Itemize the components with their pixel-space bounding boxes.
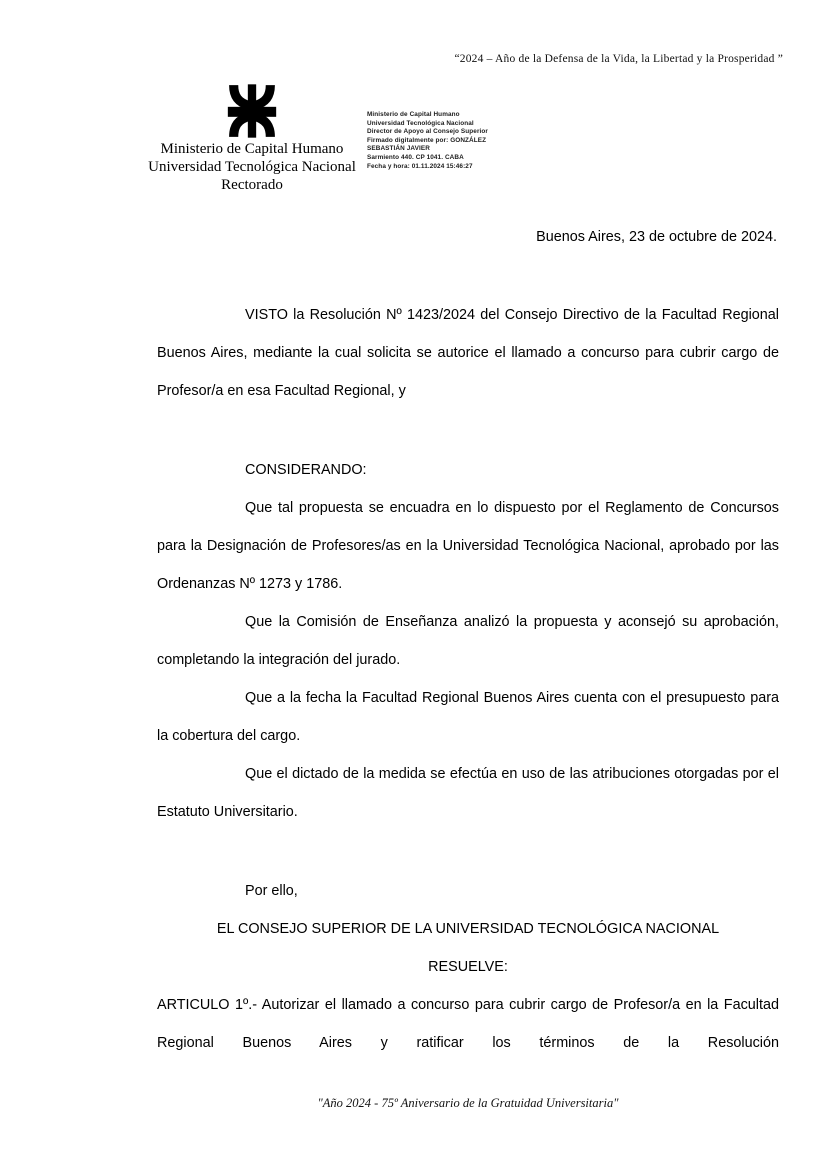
stamp-line: Firmado digitalmente por: GONZÁLEZ (367, 136, 487, 144)
paragraph-articulo-1: ARTICULO 1º.- Autorizar el llamado a concurso para cubrir cargo de Profesor/a en la Facultad Regional Buenos Aires y ratificar los términos de la Resolución (157, 997, 779, 1051)
stamp-line: Universidad Tecnológica Nacional (367, 119, 474, 127)
year-motto-header: “2024 – Año de la Defensa de la Vida, la Libertad y la Prosperidad ” (454, 53, 783, 65)
paragraph-resuelve: RESUELVE: (428, 959, 508, 975)
stamp-line: Fecha y hora: 01.11.2024 15:46:27 (367, 162, 473, 170)
paragraph-considerando-4: Que el dictado de la medida se efectúa en uso de las atribuciones otorgadas por el Estatuto Universitario. (157, 766, 779, 820)
paragraph-visto: VISTO la Resolución Nº 1423/2024 del Consejo Directivo de la Facultad Regional Buenos Aires, mediante la cual solicita se autorice el llamado a concurso para cubrir cargo de Profesor/a en esa Facultad Regional, y (157, 307, 779, 399)
letterhead-office: Rectorado (221, 177, 283, 193)
date-line: Buenos Aires, 23 de octubre de 2024. (536, 229, 777, 245)
stamp-line: Ministerio de Capital Humano (367, 111, 460, 118)
paragraph-considerando-heading: CONSIDERANDO: (245, 462, 367, 478)
letterhead-ministry: Ministerio de Capital Humano (160, 141, 344, 157)
paragraph-considerando-2: Que la Comisión de Enseñanza analizó la propuesta y aconsejó su aprobación, completando la integración del jurado. (157, 614, 779, 668)
letterhead-university: Universidad Tecnológica Nacional (148, 159, 356, 175)
paragraph-considerando-1: Que tal propuesta se encuadra en lo dispuesto por el Reglamento de Concursos para la Designación de Profesores/as en la Universidad Tecnológica Nacional, aprobado por las Ordenanzas Nº 1273 y 1786. (157, 500, 779, 592)
utn-logo-icon (227, 84, 277, 138)
stamp-line: Director de Apoyo al Consejo Superior (367, 128, 488, 136)
resolution-body (157, 296, 779, 1062)
stamp-line: Sarmiento 440. CP 1041. CABA (367, 153, 464, 161)
paragraph-resolving-body: EL CONSEJO SUPERIOR DE LA UNIVERSIDAD TECNOLÓGICA NACIONAL (216, 921, 720, 937)
year-motto-footer: "Año 2024 - 75º Aniversario de la Gratuidad Universitaria" (317, 1096, 619, 1110)
paragraph-por-ello: Por ello, (245, 883, 298, 899)
paragraph-considerando-3: Que a la fecha la Facultad Regional Buenos Aires cuenta con el presupuesto para la cobertura del cargo. (157, 690, 779, 744)
stamp-line: SEBASTIÁN JAVIER (367, 145, 430, 153)
digital-signature-stamp (367, 111, 537, 171)
letterhead (127, 84, 377, 194)
